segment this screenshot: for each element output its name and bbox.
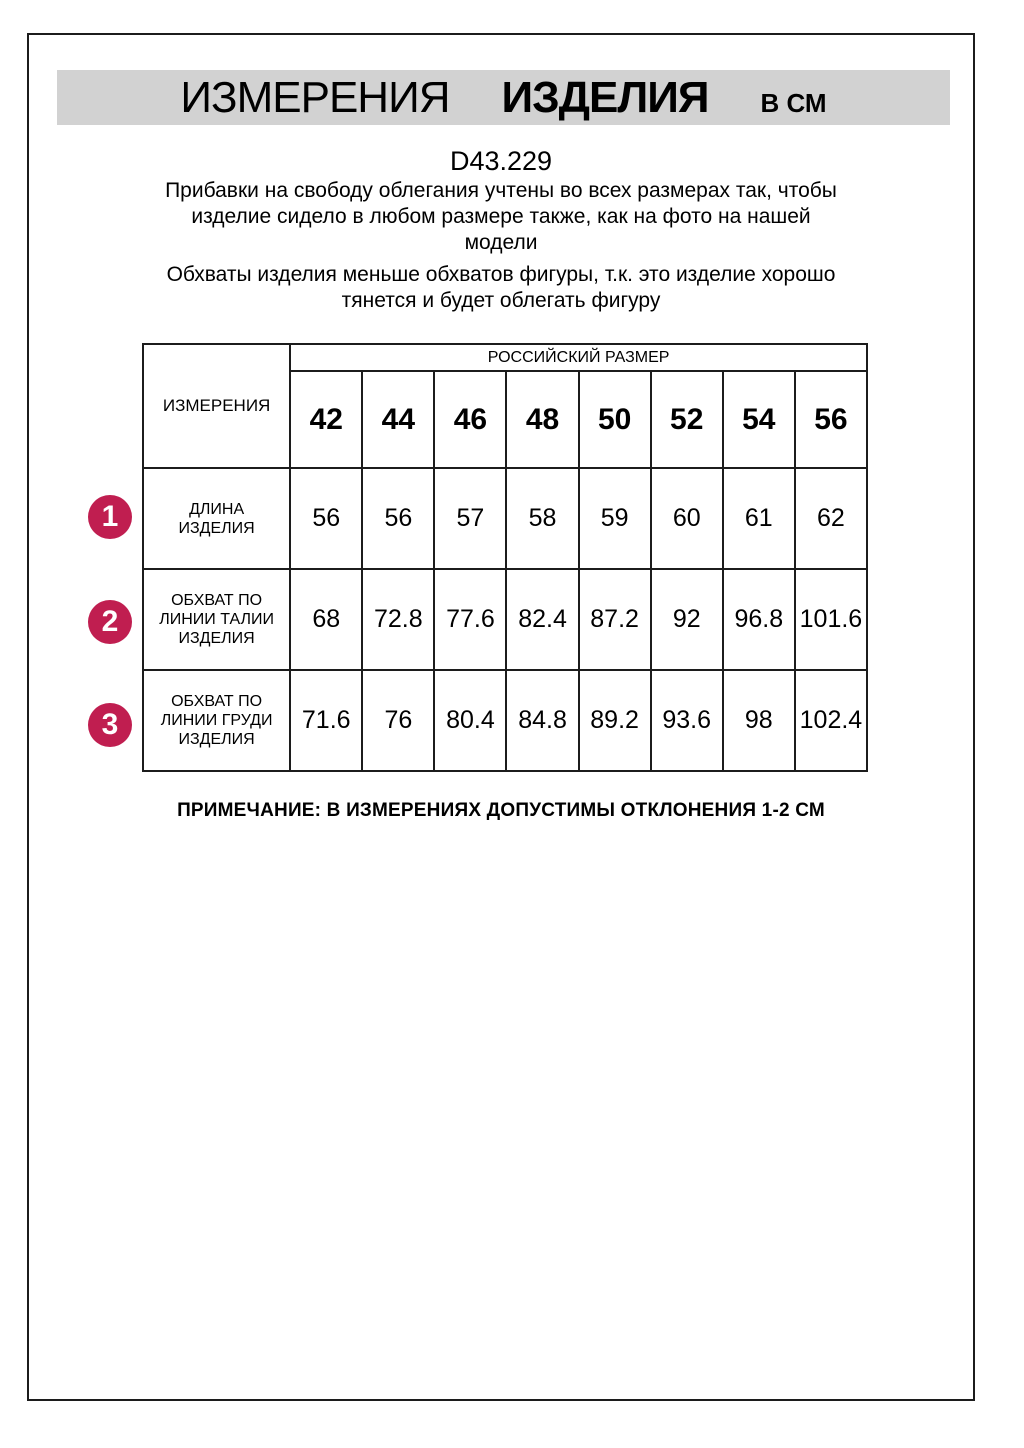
row-label-waist: ОБХВАТ ПО ЛИНИИ ТАЛИИ ИЗДЕЛИЯ — [143, 569, 290, 670]
intro-paragraph-2-line-1: Обхваты изделия меньше обхватов фигуры, т.к. это изделие хорошо — [166, 263, 836, 286]
intro-paragraph-1-line-2: изделие сидело в любом размере также, как на фото на нашей — [191, 205, 811, 228]
size-header-48: 48 — [506, 371, 578, 468]
size-header-42: 42 — [290, 371, 362, 468]
size-header-56: 56 — [795, 371, 867, 468]
size-header-44: 44 — [362, 371, 434, 468]
table-row-waist — [143, 569, 867, 670]
page-title-word-product: ИЗДЕЛИЯ — [501, 73, 709, 122]
tolerance-note: ПРИМЕЧАНИЕ: В ИЗМЕРЕНИЯХ ДОПУСТИМЫ ОТКЛОНЕНИЯ 1-2 СМ — [177, 800, 825, 821]
table-cell: 102.4 — [795, 670, 867, 771]
table-cell: 76 — [362, 670, 434, 771]
table-cell: 89.2 — [579, 670, 651, 771]
table-cell: 61 — [723, 468, 795, 569]
table-cell: 59 — [579, 468, 651, 569]
page-title-units: В СМ — [760, 88, 827, 118]
table-cell: 56 — [362, 468, 434, 569]
size-header-54: 54 — [723, 371, 795, 468]
table-cell: 82.4 — [506, 569, 578, 670]
table-row-chest — [143, 670, 867, 771]
intro-paragraph-1-line-3: модели — [464, 231, 538, 254]
page-title-word-measurements: ИЗМЕРЕНИЯ — [180, 73, 450, 122]
table-cell: 84.8 — [506, 670, 578, 771]
row-label-length: ДЛИНА ИЗДЕЛИЯ — [143, 468, 290, 569]
table-cell: 92 — [651, 569, 723, 670]
table-cell: 57 — [434, 468, 506, 569]
table-header-row — [143, 344, 867, 371]
row-number-badge-2: 2 — [88, 600, 132, 644]
table-cell: 71.6 — [290, 670, 362, 771]
table-cell: 87.2 — [579, 569, 651, 670]
intro-paragraph-1 — [111, 178, 891, 256]
table-cell: 56 — [290, 468, 362, 569]
table-cell: 72.8 — [362, 569, 434, 670]
intro-paragraph-2-line-2: тянется и будет облегать фигуру — [341, 289, 661, 312]
title-bar — [57, 70, 950, 125]
table-cell: 68 — [290, 569, 362, 670]
table-cell: 96.8 — [723, 569, 795, 670]
table-cell: 60 — [651, 468, 723, 569]
table-cell: 58 — [506, 468, 578, 569]
row-number-badge-1: 1 — [88, 495, 132, 539]
table-cell: 93.6 — [651, 670, 723, 771]
page-border-frame — [27, 33, 975, 1401]
size-group-header: РОССИЙСКИЙ РАЗМЕР — [290, 344, 867, 371]
size-header-50: 50 — [579, 371, 651, 468]
table-row-length — [143, 468, 867, 569]
table-cell: 101.6 — [795, 569, 867, 670]
model-code: D43.229 — [449, 146, 553, 176]
table-cell: 98 — [723, 670, 795, 771]
size-header-46: 46 — [434, 371, 506, 468]
table-cell: 62 — [795, 468, 867, 569]
measurements-column-header: ИЗМЕРЕНИЯ — [143, 344, 290, 468]
table-cell: 80.4 — [434, 670, 506, 771]
intro-paragraph-1-line-1: Прибавки на свободу облегания учтены во всех размерах так, чтобы — [165, 179, 837, 202]
size-header-52: 52 — [651, 371, 723, 468]
row-label-chest: ОБХВАТ ПО ЛИНИИ ГРУДИ ИЗДЕЛИЯ — [143, 670, 290, 771]
table-cell: 77.6 — [434, 569, 506, 670]
intro-paragraph-2 — [111, 262, 891, 314]
row-number-badge-3: 3 — [88, 703, 132, 747]
size-table — [142, 343, 868, 772]
